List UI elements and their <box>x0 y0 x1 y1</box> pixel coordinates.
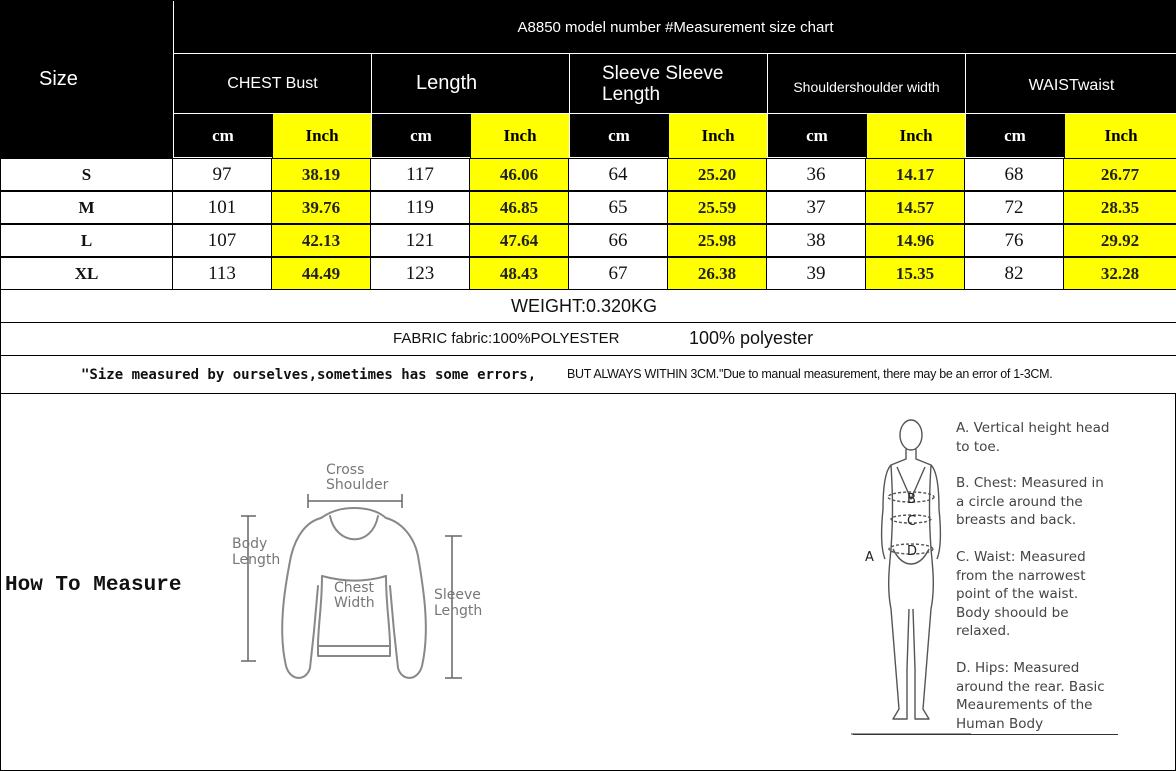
cm-value-cell: 121 <box>371 224 470 257</box>
size-label: Size <box>39 68 78 90</box>
group-shoulder: Shouldershoulder width <box>767 54 965 114</box>
inch-value-cell: 25.59 <box>668 191 767 224</box>
svg-text:Length: Length <box>232 552 281 568</box>
cm-value-cell: 113 <box>173 257 272 290</box>
cm-value-cell: 97 <box>173 158 272 191</box>
sleeve-length-label: Sleeve <box>434 587 481 603</box>
fabric-right: 100% polyester <box>689 328 814 348</box>
group-sleeve: Sleeve Sleeve Length <box>569 54 767 114</box>
inch-value-cell: 44.49 <box>272 257 371 290</box>
size-cell: S <box>1 158 173 191</box>
unit-inch-header: Inch <box>272 114 371 158</box>
inch-value-cell: 14.57 <box>866 191 965 224</box>
body-figure <box>851 409 971 739</box>
unit-inch-header: Inch <box>668 114 767 158</box>
unit-cm-header: cm <box>173 114 272 158</box>
note-c: C. Waist: Measured from the narrowest point of the waist. Body shoould be relaxed. <box>956 549 1086 639</box>
cross-shoulder-label: Cross <box>326 462 365 478</box>
inch-value-cell: 39.76 <box>272 191 371 224</box>
inch-value-cell: 28.35 <box>1064 191 1176 224</box>
size-cell: L <box>1 224 173 257</box>
inch-value-cell: 25.98 <box>668 224 767 257</box>
note-part1: "Size measured by ourselves,sometimes has some errors, <box>81 367 537 383</box>
cm-value-cell: 76 <box>965 224 1064 257</box>
inch-value-cell: 46.85 <box>470 191 569 224</box>
cm-value-cell: 38 <box>767 224 866 257</box>
group-chest: CHEST Bust <box>173 54 371 114</box>
garment-diagram <box>226 456 496 696</box>
inch-value-cell: 42.13 <box>272 224 371 257</box>
unit-cm-header: cm <box>965 114 1064 158</box>
unit-inch-header: Inch <box>866 114 965 158</box>
inch-value-cell: 48.43 <box>470 257 569 290</box>
cm-value-cell: 117 <box>371 158 470 191</box>
inch-value-cell: 14.17 <box>866 158 965 191</box>
chart-title: A8850 model number #Measurement size chart <box>173 1 1176 54</box>
cm-value-cell: 82 <box>965 257 1064 290</box>
note-b: B. Chest: Measured in a circle around the breasts and back. <box>956 475 1104 528</box>
inch-value-cell: 32.28 <box>1064 257 1176 290</box>
group-length: Length <box>371 54 569 114</box>
body-length-label: Body <box>232 536 268 552</box>
svg-text:Width: Width <box>334 595 375 611</box>
letter-d: D <box>907 544 918 559</box>
letter-c: C <box>907 514 917 529</box>
note-d: D. Hips: Measured around the rear. Basic Meaurements of the Human Body <box>956 660 1105 732</box>
note-a: A. Vertical height head to toe. <box>956 420 1110 455</box>
measurement-note <box>1 356 1176 393</box>
cm-value-cell: 64 <box>569 158 668 191</box>
cm-value-cell: 72 <box>965 191 1064 224</box>
fabric-info <box>1 323 1176 355</box>
svg-text:Shoulder: Shoulder <box>326 477 389 493</box>
unit-inch-header: Inch <box>1064 114 1176 158</box>
how-to-measure-label: How To Measure <box>5 571 205 599</box>
group-waist: WAISTwaist <box>965 54 1176 114</box>
inch-value-cell: 47.64 <box>470 224 569 257</box>
inch-value-cell: 25.20 <box>668 158 767 191</box>
cm-value-cell: 39 <box>767 257 866 290</box>
inch-value-cell: 26.77 <box>1064 158 1176 191</box>
inch-value-cell: 38.19 <box>272 158 371 191</box>
unit-cm-header: cm <box>371 114 470 158</box>
inch-value-cell: 29.92 <box>1064 224 1176 257</box>
unit-cm-header: cm <box>569 114 668 158</box>
cm-value-cell: 67 <box>569 257 668 290</box>
inch-value-cell: 46.06 <box>470 158 569 191</box>
cm-value-cell: 119 <box>371 191 470 224</box>
svg-text:Length: Length <box>434 603 483 619</box>
cm-value-cell: 36 <box>767 158 866 191</box>
size-header <box>1 1 173 158</box>
letter-a: A <box>865 550 874 565</box>
cm-value-cell: 66 <box>569 224 668 257</box>
cm-value-cell: 107 <box>173 224 272 257</box>
letter-b: B <box>907 492 916 507</box>
unit-cm-header: cm <box>767 114 866 158</box>
fabric-left: FABRIC fabric:100%POLYESTER <box>393 330 620 347</box>
inch-value-cell: 14.96 <box>866 224 965 257</box>
weight-info: WEIGHT:0.320KG <box>1 290 1176 322</box>
cm-value-cell: 68 <box>965 158 1064 191</box>
chest-width-label: Chest <box>334 580 375 596</box>
cm-value-cell: 123 <box>371 257 470 290</box>
cm-value-cell: 101 <box>173 191 272 224</box>
cm-value-cell: 65 <box>569 191 668 224</box>
size-cell: M <box>1 191 173 224</box>
size-cell: XL <box>1 257 173 290</box>
cm-value-cell: 37 <box>767 191 866 224</box>
unit-inch-header: Inch <box>470 114 569 158</box>
note-part2: BUT ALWAYS WITHIN 3CM."Due to manual measurement, there may be an error of 1-3CM. <box>567 367 1053 381</box>
inch-value-cell: 15.35 <box>866 257 965 290</box>
inch-value-cell: 26.38 <box>668 257 767 290</box>
